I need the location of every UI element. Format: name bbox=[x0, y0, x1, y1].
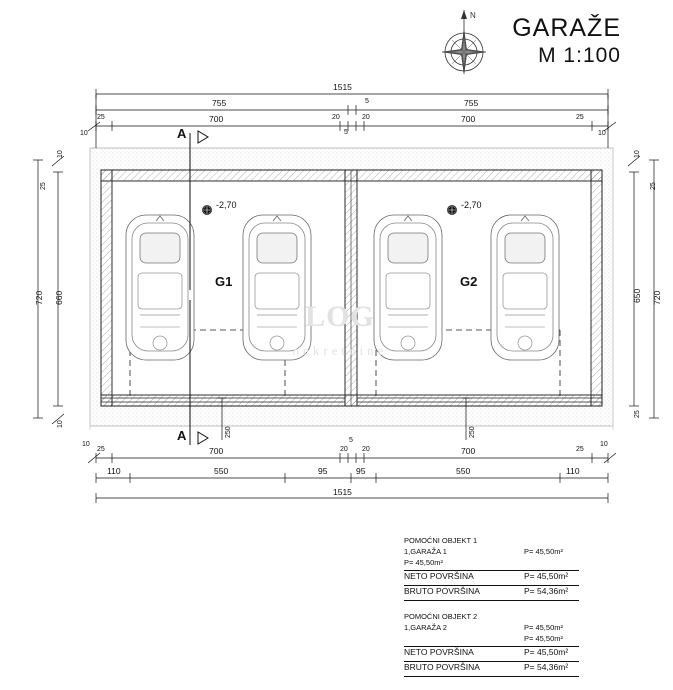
table-2-neto-value: P= 45,50m² bbox=[524, 647, 569, 657]
dim-top-700-right: 700 bbox=[461, 114, 476, 124]
table-1-row-0-label: 1,GARAŽA 1 bbox=[404, 547, 447, 556]
dim-top-25-left: 25 bbox=[97, 114, 105, 121]
table-row bbox=[404, 646, 579, 661]
garage-label-g2: G2 bbox=[460, 274, 478, 289]
table-row bbox=[404, 547, 579, 558]
dim-left-10-top: 10 bbox=[57, 150, 64, 158]
dim-top-10-right: 10 bbox=[598, 130, 606, 137]
dim-bottom-550-left: 550 bbox=[214, 466, 229, 476]
dim-bottom-20: 20 bbox=[340, 446, 348, 453]
table-2-header: POMOĆNI OBJEKT 2 bbox=[404, 612, 478, 621]
table-row bbox=[404, 558, 579, 570]
table-2-neto-label: NETO POVRŠINA bbox=[404, 647, 474, 657]
dim-top-755-left: 755 bbox=[212, 98, 227, 108]
dim-bottom-25-right: 25 bbox=[576, 446, 584, 453]
garage-label-g1: G1 bbox=[215, 274, 233, 289]
height-label-g1: -2,70 bbox=[216, 200, 237, 210]
dim-bottom-95-left: 95 bbox=[318, 466, 328, 476]
dim-bottom-110-right: 110 bbox=[566, 466, 580, 476]
dim-left-25: 25 bbox=[40, 182, 47, 190]
dim-bottom-700-right: 700 bbox=[461, 446, 476, 456]
table-2-row-0-value: P= 45,50m² bbox=[524, 623, 563, 632]
area-table-object-2 bbox=[404, 612, 579, 677]
table-2-bruto-label: BRUTO POVRŠINA bbox=[404, 662, 480, 672]
dim-top-5-mid: 5 bbox=[344, 129, 348, 136]
watermark-line2: nekretnine bbox=[292, 343, 388, 358]
section-mark-a-bottom: A bbox=[177, 428, 187, 443]
dim-right-650: 650 bbox=[632, 288, 642, 303]
dim-top-10-left: 10 bbox=[80, 130, 88, 137]
dim-top-755-right: 755 bbox=[464, 98, 479, 108]
dim-top-700-left: 700 bbox=[209, 114, 224, 124]
page-title: GARAŽE bbox=[512, 14, 621, 42]
area-table-object-1 bbox=[404, 536, 579, 601]
dim-bottom-outer: 1515 bbox=[333, 487, 352, 497]
dim-inner-right-250: 250 bbox=[469, 426, 476, 438]
dim-bottom-5: 5 bbox=[349, 437, 353, 444]
dim-bottom-95-right: 95 bbox=[356, 466, 366, 476]
scale-label: M 1:100 bbox=[538, 44, 621, 67]
section-mark-a-top: A bbox=[177, 126, 187, 141]
dim-inner-left-250: 250 bbox=[225, 426, 232, 438]
dim-top-25-right: 25 bbox=[576, 114, 584, 121]
dim-right-25-bottom: 25 bbox=[634, 410, 641, 418]
dim-right-10: 10 bbox=[634, 150, 641, 158]
dim-top-20-right: 20 bbox=[362, 114, 370, 121]
dim-top-5: 5 bbox=[365, 98, 369, 105]
table-row bbox=[404, 634, 579, 646]
dim-bottom-25-left: 25 bbox=[97, 446, 105, 453]
table-1-neto-label: NETO POVRŠINA bbox=[404, 571, 474, 581]
dim-bottom-20b: 20 bbox=[362, 446, 370, 453]
table-1-row-1-label: P= 45,50m² bbox=[404, 558, 443, 567]
table-row bbox=[404, 661, 579, 677]
table-1-header: POMOĆNI OBJEKT 1 bbox=[404, 536, 478, 545]
dim-left-720: 720 bbox=[34, 290, 44, 305]
watermark-line1: LOG bbox=[305, 300, 375, 333]
dim-left-660: 660 bbox=[54, 290, 64, 305]
table-1-bruto-value: P= 54,36m² bbox=[524, 586, 569, 596]
table-2-bruto-value: P= 54,36m² bbox=[524, 662, 569, 672]
dim-bottom-700-left: 700 bbox=[209, 446, 224, 456]
table-row bbox=[404, 570, 579, 585]
table-1-row-0-value: P= 45,50m² bbox=[524, 547, 563, 556]
table-1-neto-value: P= 45,50m² bbox=[524, 571, 569, 581]
table-row bbox=[404, 623, 579, 634]
dim-right-25-top: 25 bbox=[650, 182, 657, 190]
dim-bottom-110-left: 110 bbox=[107, 466, 121, 476]
table-row bbox=[404, 585, 579, 601]
table-1-bruto-label: BRUTO POVRŠINA bbox=[404, 586, 480, 596]
dim-bottom-10-left: 10 bbox=[82, 441, 90, 448]
table-2-row-0-label: 1,GARAŽA 2 bbox=[404, 623, 447, 632]
dim-left-10-bottom: 10 bbox=[57, 420, 64, 428]
table-2-row-1-value: P= 45,50m² bbox=[524, 634, 563, 643]
compass-north-label: N bbox=[470, 11, 476, 20]
dim-top-outer: 1515 bbox=[333, 82, 352, 92]
height-label-g2: -2,70 bbox=[461, 200, 482, 210]
dim-bottom-550-right: 550 bbox=[456, 466, 471, 476]
dim-bottom-10-right: 10 bbox=[600, 441, 608, 448]
dim-right-720: 720 bbox=[652, 290, 662, 305]
dim-top-20-left: 20 bbox=[332, 114, 340, 121]
